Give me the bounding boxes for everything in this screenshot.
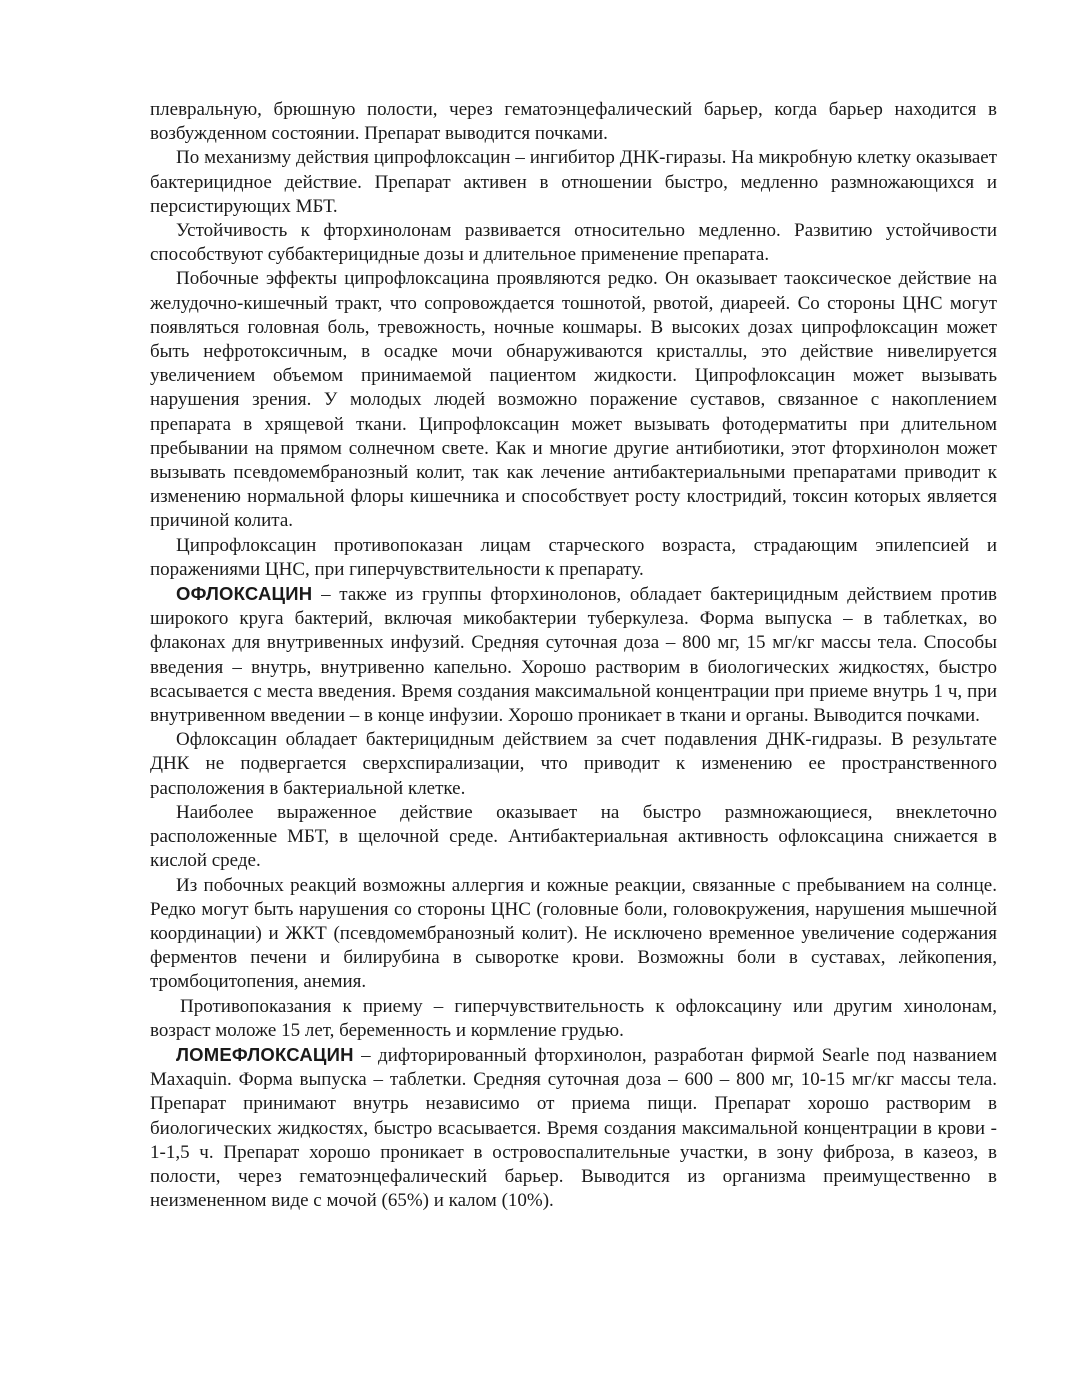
paragraph-ofloxacin — [150, 582, 997, 728]
paragraph-ofloxacin-text: – также из группы фторхинолонов, обладает бактерицидным действием против широкого круга бактерий, включая микобактерии туберкулеза. Форма выпуска – в таблетках, во флаконах для внутривенных инфузий. Средняя суточная доза – 800 мг, 15 мг/кг массы тела. Способы введения – внутрь, внутривенно капельно. Хорошо растворим в биологических жидкостях, быстро всасывается с места введения. Время создания максимальной концентрации при приеме внутрь 1 ч, при внутривенном введении – в конце инфузии. Хорошо проникает в ткани и органы. Выводится почками. — [150, 584, 997, 727]
paragraph-contraindications: Ципрофлоксацин противопоказан лицам старческого возраста, страдающим эпилепсией и поражениями ЦНС, при гиперчувствительности к препарату. — [150, 534, 997, 580]
paragraph-mechanism: По механизму действия ципрофлоксацин – ингибитор ДНК-гиразы. На микробную клетку оказывает бактерицидное действие. Препарат активен в отношении быстро, медленно размножающихся и персистирующих МБТ. — [150, 147, 997, 217]
drug-name-ofloxacin: ОФЛОКСАЦИН — [176, 583, 313, 605]
paragraph-ofloxacin-contraindications: Противопоказания к приему – гиперчувствительность к офлоксацину или другим хинолонам, возраст моложе 15 лет, беременность и кормление грудью. — [150, 995, 997, 1041]
paragraph-lomefloxacin — [150, 1043, 997, 1213]
paragraph-ofloxacin-activity: Наиболее выраженное действие оказывает на быстро размножающиеся, внеклеточно расположенные МБТ, в щелочной среде. Антибактериальная активность офлоксацина снижается в кислой среде. — [150, 801, 997, 872]
drug-name-lomefloxacin: ЛОМЕФЛОКСАЦИН — [176, 1043, 354, 1065]
paragraph-lomefloxacin-text: – дифторированный фторхинолон, разработан фирмой Searle под названием Maxaquin. Форма выпуска – таблетки. Средняя суточная доза – 600 – 800 мг, 10-15 мг/кг массы тела. Препарат принимают внутрь независимо от приема пищи. Препарат хорошо растворим в биологических жидкостях, быстро всасывается. Время создания максимальной концентрации в крови - 1-1,5 ч. Препарат хорошо проникает в островоспалительные участки, в зону фиброза, в казеоз, в полости, через гематоэнцефалический барьер. Выводится из организма преимущественно в неизмененном виде с мочой (65%) и калом (10%). — [150, 1044, 997, 1212]
paragraph-continuation: плевральную, брюшную полости, через гематоэнцефалический барьер, когда барьер находится в возбужденном состоянии. Препарат выводится почками. — [150, 99, 997, 145]
paragraph-resistance: Устойчивость к фторхинолонам развивается относительно медленно. Развитию устойчивости способствуют суббактерицидные дозы и длительное применение препарата. — [150, 220, 997, 266]
paragraph-ofloxacin-action: Офлоксацин обладает бактерицидным действием за счет подавления ДНК-гидразы. В результате ДНК не подвергается сверхспирализации, что приводит к изменению ее пространственного расположения в бактериальной клетке. — [150, 729, 997, 799]
paragraph-ofloxacin-side-effects: Из побочных реакций возможны аллергия и кожные реакции, связанные с пребыванием на солнце. Редко могут быть нарушения со стороны ЦНС (головные боли, головокружения, нарушения мышечной координации) и ЖКТ (псевдомембранозный колит). Не исключено временное увеличение содержания ферментов печени и билирубина в сыворотке крови. Возможны боли в суставах, лейкопения, тромбоцитопения, анемия. — [150, 874, 997, 993]
document-page — [150, 98, 997, 1213]
paragraph-side-effects: Побочные эффекты ципрофлоксацина проявляются редко. Он оказывает таоксическое действие на желудочно-кишечный тракт, что сопровождается тошнотой, рвотой, диареей. Со стороны ЦНС могут появляться головная боль, тревожность, ночные кошмары. В высоких дозах ципрофлоксацин может быть нефротоксичным, в осадке мочи обнаруживаются кристаллы, это действие нивелируется увеличением объемом принимаемой пациентом жидкости. Ципрофлоксацин может вызывать нарушения зрения. У молодых людей возможно поражение суставов, связанное с накоплением препарата в хрящевой ткани. Ципрофлоксацин может вызывать фотодерматиты при длительном пребывании на прямом солнечном свете. Как и многие другие антибиотики, этот фторхинолон может вызывать псевдомембранозный колит, так как лечение антибактериальными препаратами приводит к изменению нормальной флоры кишечника и способствует росту клостридий, токсин которых является причиной колита. — [150, 268, 997, 532]
